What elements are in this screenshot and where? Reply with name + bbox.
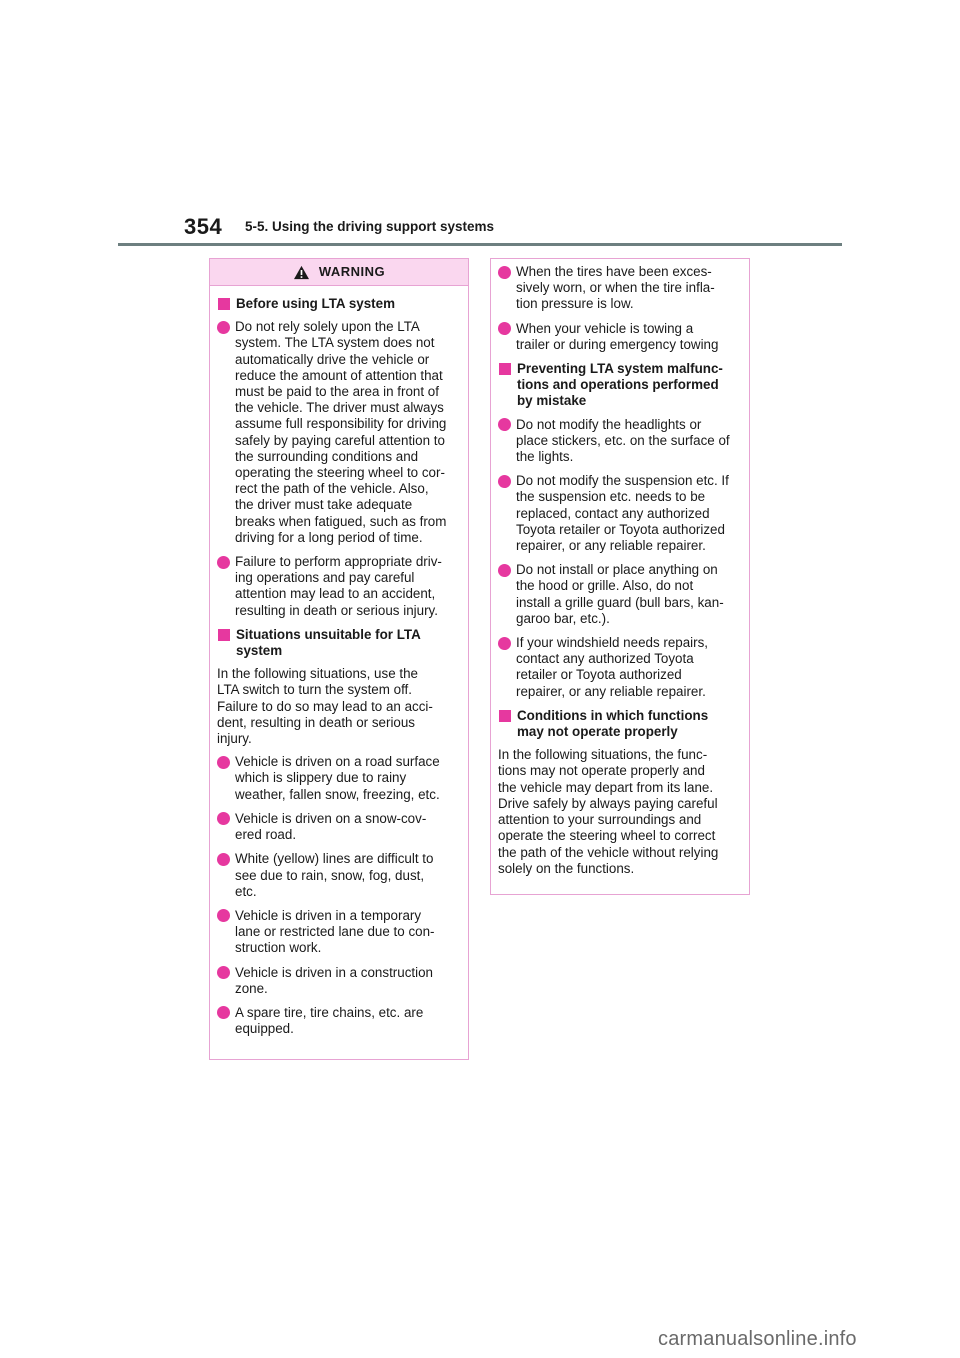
list-item: Failure to perform appropriate driv- ing operations and pay careful attention may lead to an accident, resulting in death or serious injury. [217,554,456,619]
circle-bullet-icon [217,756,230,769]
paragraph: In the following situations, the func- tions may not operate properly and the vehicle may depart from its lane. Drive safely by always paying careful attention to your surroundings and operate the steering wheel to correct the path of the vehicle without relying solely on the functions. [498,747,719,876]
list-item: Do not modify the headlights or place stickers, etc. on the surface of the lights. [498,417,737,466]
circle-bullet-icon [498,322,511,335]
circle-bullet-icon [217,321,230,334]
square-bullet-icon [218,298,230,310]
heading-before-using-lta: Before using LTA system [217,296,456,312]
list-item: When your vehicle is towing a trailer or during emergency towing [498,321,737,353]
warning-header [209,258,469,286]
page-number: 354 [184,214,223,239]
heading-preventing-malfunctions: Preventing LTA system malfunc- tions and operations performed by mistake [498,361,737,410]
circle-bullet-icon [498,266,511,279]
warning-box-left [209,258,469,1060]
circle-bullet-icon [217,909,230,922]
circle-bullet-icon [217,812,230,825]
circle-bullet-icon [217,853,230,866]
site-watermark: carmanualsonline.info [658,1328,857,1350]
header-divider [118,243,842,246]
warning-box-right [490,258,750,895]
warning-label: WARNING [318,263,386,279]
circle-bullet-icon [498,564,511,577]
heading-conditions-not-operate: Conditions in which functions may not operate properly [498,708,737,740]
circle-bullet-icon [217,556,230,569]
list-item: Do not rely solely upon the LTA system. The LTA system does not automatically drive the vehicle or reduce the amount of attention that must be paid to the area in front of the vehicle. The driver must always assume full responsibility for driving safely by paying careful attention to the surrounding conditions and operating the steering wheel to cor- rect the path of the vehicle. Also, the driver must take adequate breaks when fatigued, such as from driving for a long period of time. [217,319,456,546]
square-bullet-icon [218,629,230,641]
list-item: Do not modify the suspension etc. If the suspension etc. needs to be replaced, contact any authorized Toyota retailer or Toyota authorized repairer, or any reliable repairer. [498,473,737,554]
list-item: Do not install or place anything on the hood or grille. Also, do not install a grille guard (bull bars, kan- garoo bar, etc.). [498,562,737,627]
circle-bullet-icon [498,475,511,488]
list-item: Vehicle is driven in a construction zone. [217,965,456,997]
page-header [0,0,960,250]
heading-situations-unsuitable: Situations unsuitable for LTA system [217,627,456,659]
circle-bullet-icon [217,966,230,979]
list-item: If your windshield needs repairs, contact any authorized Toyota retailer or Toyota authorized repairer, or any reliable repairer. [498,635,737,700]
paragraph: In the following situations, use the LTA switch to turn the system off. Failure to do so may lead to an acci- dent, resulting in death or serious injury. [217,666,433,747]
list-item: Vehicle is driven on a snow-cov- ered road. [217,811,456,843]
circle-bullet-icon [498,418,511,431]
list-item: Vehicle is driven on a road surface which is slippery due to rainy weather, fallen snow, freezing, etc. [217,754,456,803]
list-item: Vehicle is driven in a temporary lane or restricted lane due to con- struction work. [217,908,456,957]
circle-bullet-icon [498,637,511,650]
section-title: 5-5. Using the driving support systems [245,219,495,234]
list-item: White (yellow) lines are difficult to see due to rain, snow, fog, dust, etc. [217,851,456,900]
square-bullet-icon [499,710,511,722]
list-item: A spare tire, tire chains, etc. are equipped. [217,1005,456,1037]
list-item: When the tires have been exces- sively worn, or when the tire infla- tion pressure is low. [498,264,737,313]
warning-triangle-icon [293,265,310,280]
square-bullet-icon [499,363,511,375]
circle-bullet-icon [217,1006,230,1019]
